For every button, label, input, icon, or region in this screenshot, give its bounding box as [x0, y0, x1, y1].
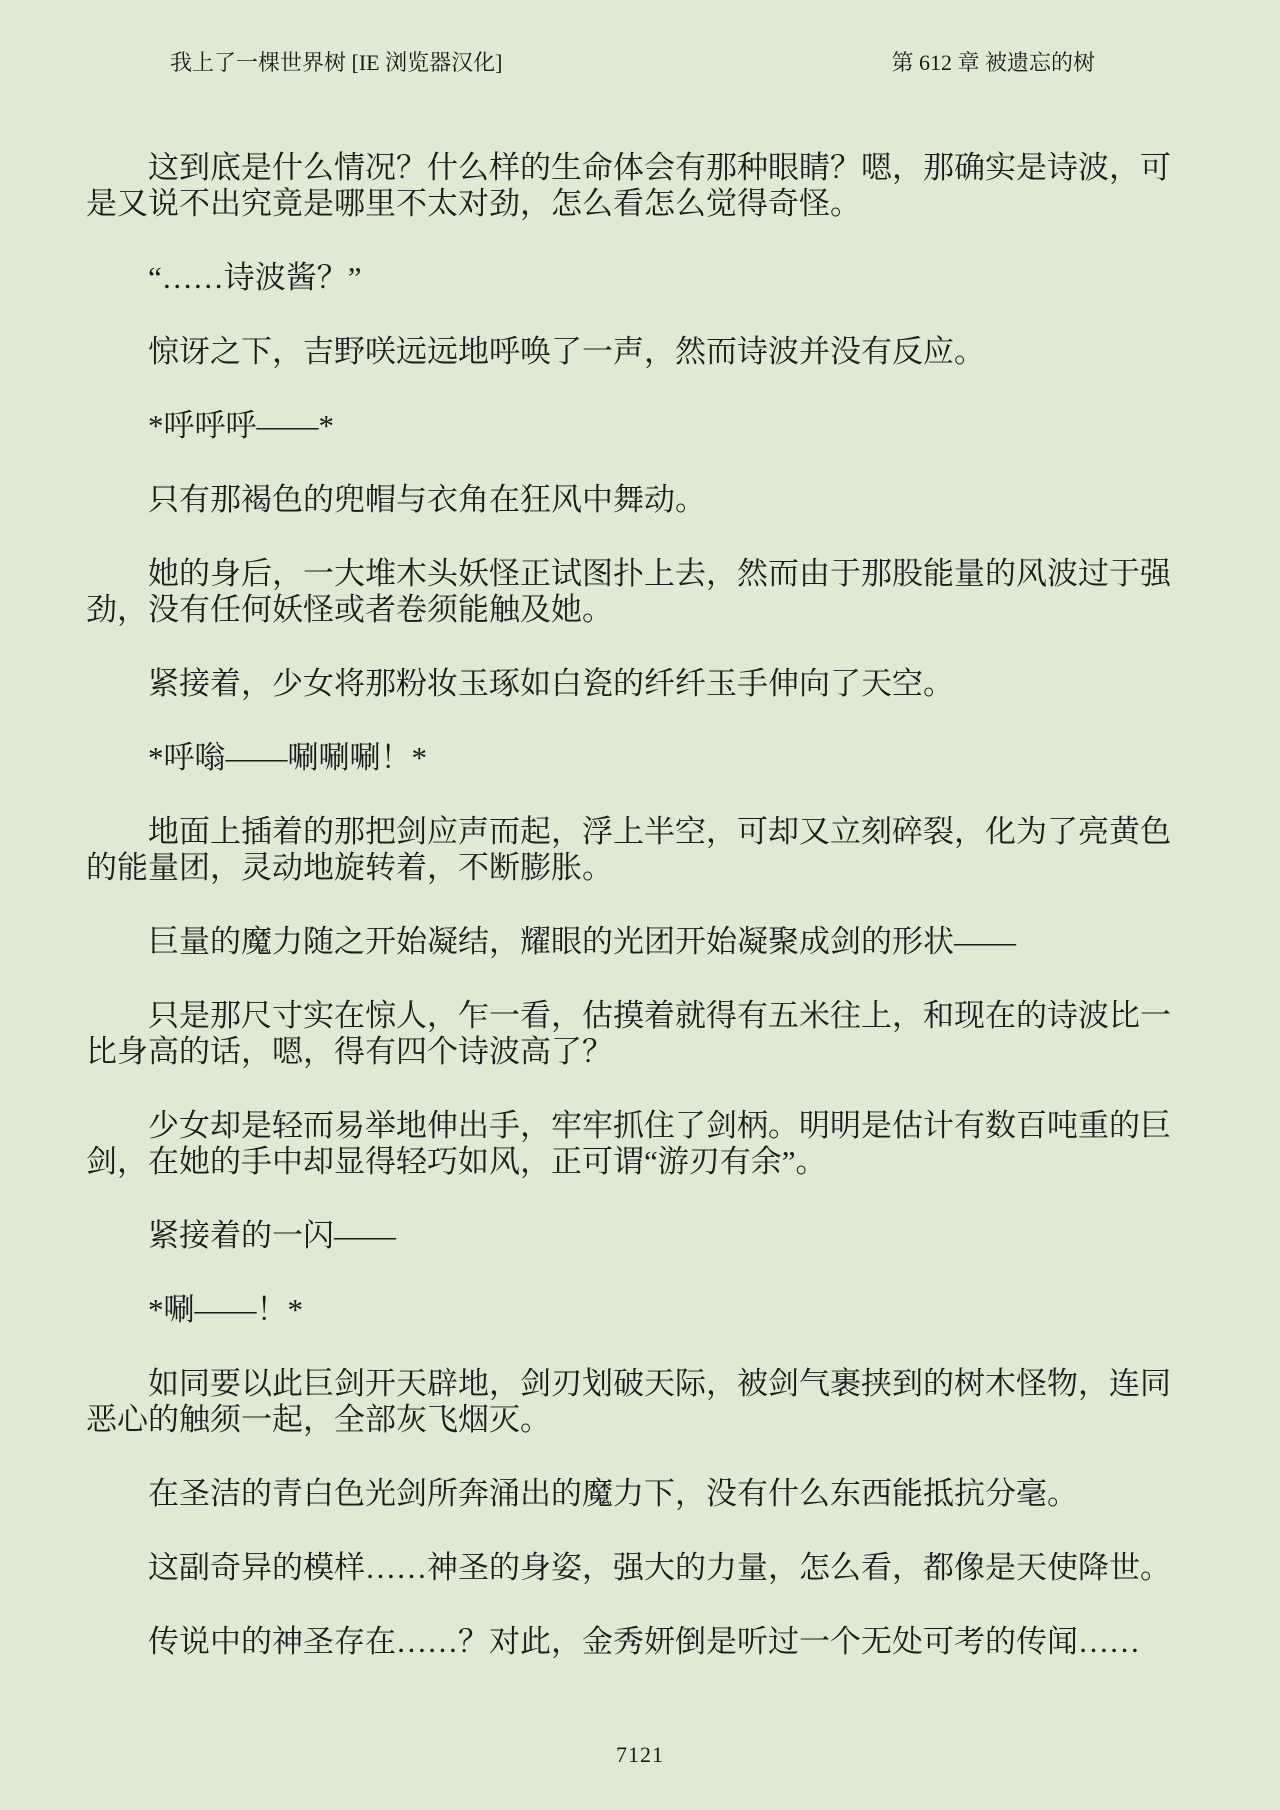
- paragraph: 这副奇异的模样……神圣的身姿，强大的力量，怎么看，都像是天使降世。: [148, 1550, 1171, 1585]
- paragraph: *唰——！*: [148, 1292, 303, 1327]
- paragraph: 如同要以此巨剑开天辟地，剑刃划破天际，被剑气裹挟到的树木怪物，连同恶心的触须一起，全部灰飞烟灭。: [86, 1366, 1171, 1437]
- paragraph: 在圣洁的青白色光剑所奔涌出的魔力下，没有什么东西能抵抗分毫。: [148, 1476, 1078, 1511]
- paragraph: 巨量的魔力随之开始凝结，耀眼的光团开始凝聚成剑的形状——: [148, 924, 1016, 959]
- book-title: 我上了一棵世界树 [IE 浏览器汉化]: [170, 50, 503, 75]
- paragraph: 紧接着，少女将那粉妆玉琢如白瓷的纤纤玉手伸向了天空。: [148, 666, 954, 701]
- page-header: [170, 50, 1095, 76]
- paragraph: 惊讶之下，吉野咲远远地呼唤了一声，然而诗波并没有反应。: [148, 334, 985, 369]
- paragraph: *呼嗡——唰唰唰！*: [148, 740, 427, 775]
- paragraph: *呼呼呼——*: [148, 408, 334, 443]
- paragraph: 她的身后，一大堆木头妖怪正试图扑上去，然而由于那股能量的风波过于强劲，没有任何妖怪或者卷须能触及她。: [86, 556, 1171, 627]
- paragraph: 只是那尺寸实在惊人，乍一看，估摸着就得有五米往上，和现在的诗波比一比身高的话，嗯，得有四个诗波高了？: [86, 998, 1171, 1069]
- paragraph: 少女却是轻而易举地伸出手，牢牢抓住了剑柄。明明是估计有数百吨重的巨剑，在她的手中却显得轻巧如风，正可谓“游刃有余”。: [86, 1108, 1171, 1179]
- paragraph: 这到底是什么情况？什么样的生命体会有那种眼睛？嗯，那确实是诗波，可是又说不出究竟是哪里不太对劲，怎么看怎么觉得奇怪。: [86, 150, 1171, 221]
- paragraph: 传说中的神圣存在……？对此，金秀妍倒是听过一个无处可考的传闻……: [148, 1624, 1140, 1659]
- paragraph: “……诗波酱？”: [148, 260, 362, 295]
- paragraph: 地面上插着的那把剑应声而起，浮上半空，可却又立刻碎裂，化为了亮黄色的能量团，灵动地旋转着，不断膨胀。: [86, 814, 1171, 885]
- page-number: 7121: [616, 1742, 664, 1767]
- chapter-text: [86, 150, 1178, 1698]
- paragraph: 紧接着的一闪——: [148, 1218, 396, 1253]
- chapter-title: 第 612 章 被遗忘的树: [891, 50, 1095, 75]
- paragraph: 只有那褐色的兜帽与衣角在狂风中舞动。: [148, 482, 706, 517]
